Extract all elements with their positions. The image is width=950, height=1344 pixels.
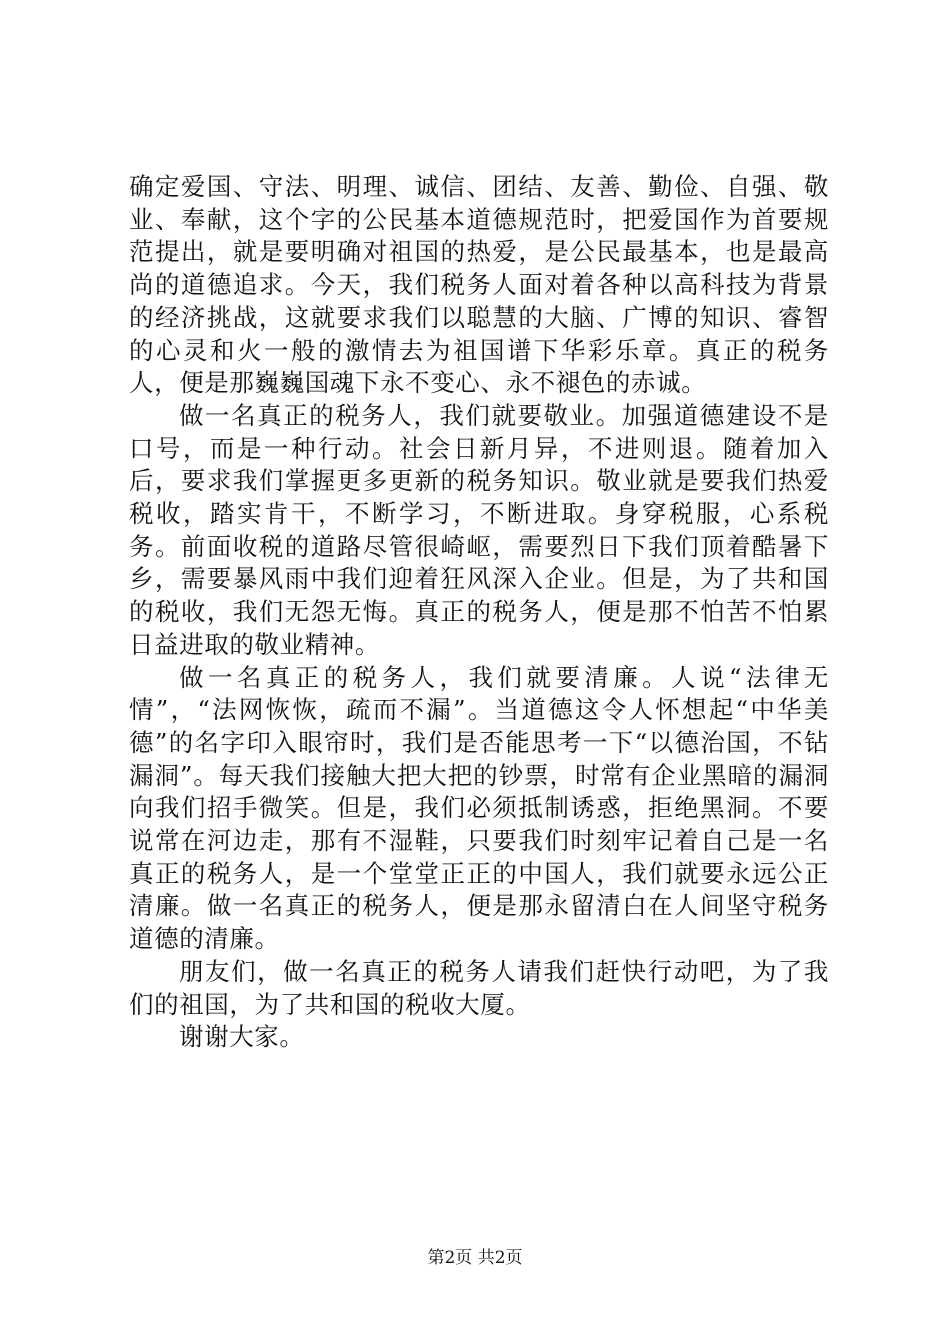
paragraph-2: 做一名真正的税务人，我们就要敬业。加强道德建设不是口号，而是一种行动。社会日新月异，不进则退。随着加入后，要求我们掌握更多更新的税务知识。敬业就是要我们热爱税收，踏实肯干，不断学习，不断进取。身穿税服，心系税务。前面收税的道路尽管很崎岖，需要烈日下我们顶着酷暑下乡，需要暴风雨中我们迎着狂风深入企业。但是，为了共和国的税收，我们无怨无悔。真正的税务人，便是那不怕苦不怕累日益进取的敬业精神。 <box>129 400 829 659</box>
document-body <box>129 171 829 1054</box>
paragraph-3: 做一名真正的税务人，我们就要清廉。人说“法律无情”，“法网恢恢，疏而不漏”。当道德这令人怀想起“中华美德”的名字印入眼帘时，我们是否能思考一下“以德治国，不钻漏洞”。每天我们接触大把大把的钞票，时常有企业黑暗的漏洞向我们招手微笑。但是，我们必须抵制诱惑，拒绝黑洞。不要说常在河边走，那有不湿鞋，只要我们时刻牢记着自己是一名真正的税务人，是一个堂堂正正的中国人，我们就要永远公正清廉。做一名真正的税务人，便是那永留清白在人间坚守税务道德的清廉。 <box>129 662 829 954</box>
paragraph-1: 确定爱国、守法、明理、诚信、团结、友善、勤俭、自强、敬业、奉献，这个字的公民基本道德规范时，把爱国作为首要规范提出，就是要明确对祖国的热爱，是公民最基本，也是最高尚的道德追求。今天，我们税务人面对着各种以高科技为背景的经济挑战，这就要求我们以聪慧的大脑、广博的知识、睿智的心灵和火一般的激情去为祖国谱下华彩乐章。真正的税务人，便是那巍巍国魂下永不变心、永不褪色的赤诚。 <box>129 172 829 398</box>
paragraph-5: 谢谢大家。 <box>179 1022 305 1052</box>
page-number-footer: 第2页 共2页 <box>427 1248 523 1268</box>
paragraph-4: 朋友们，做一名真正的税务人请我们赶快行动吧，为了我们的祖国，为了共和国的税收大厦。 <box>129 956 829 1019</box>
